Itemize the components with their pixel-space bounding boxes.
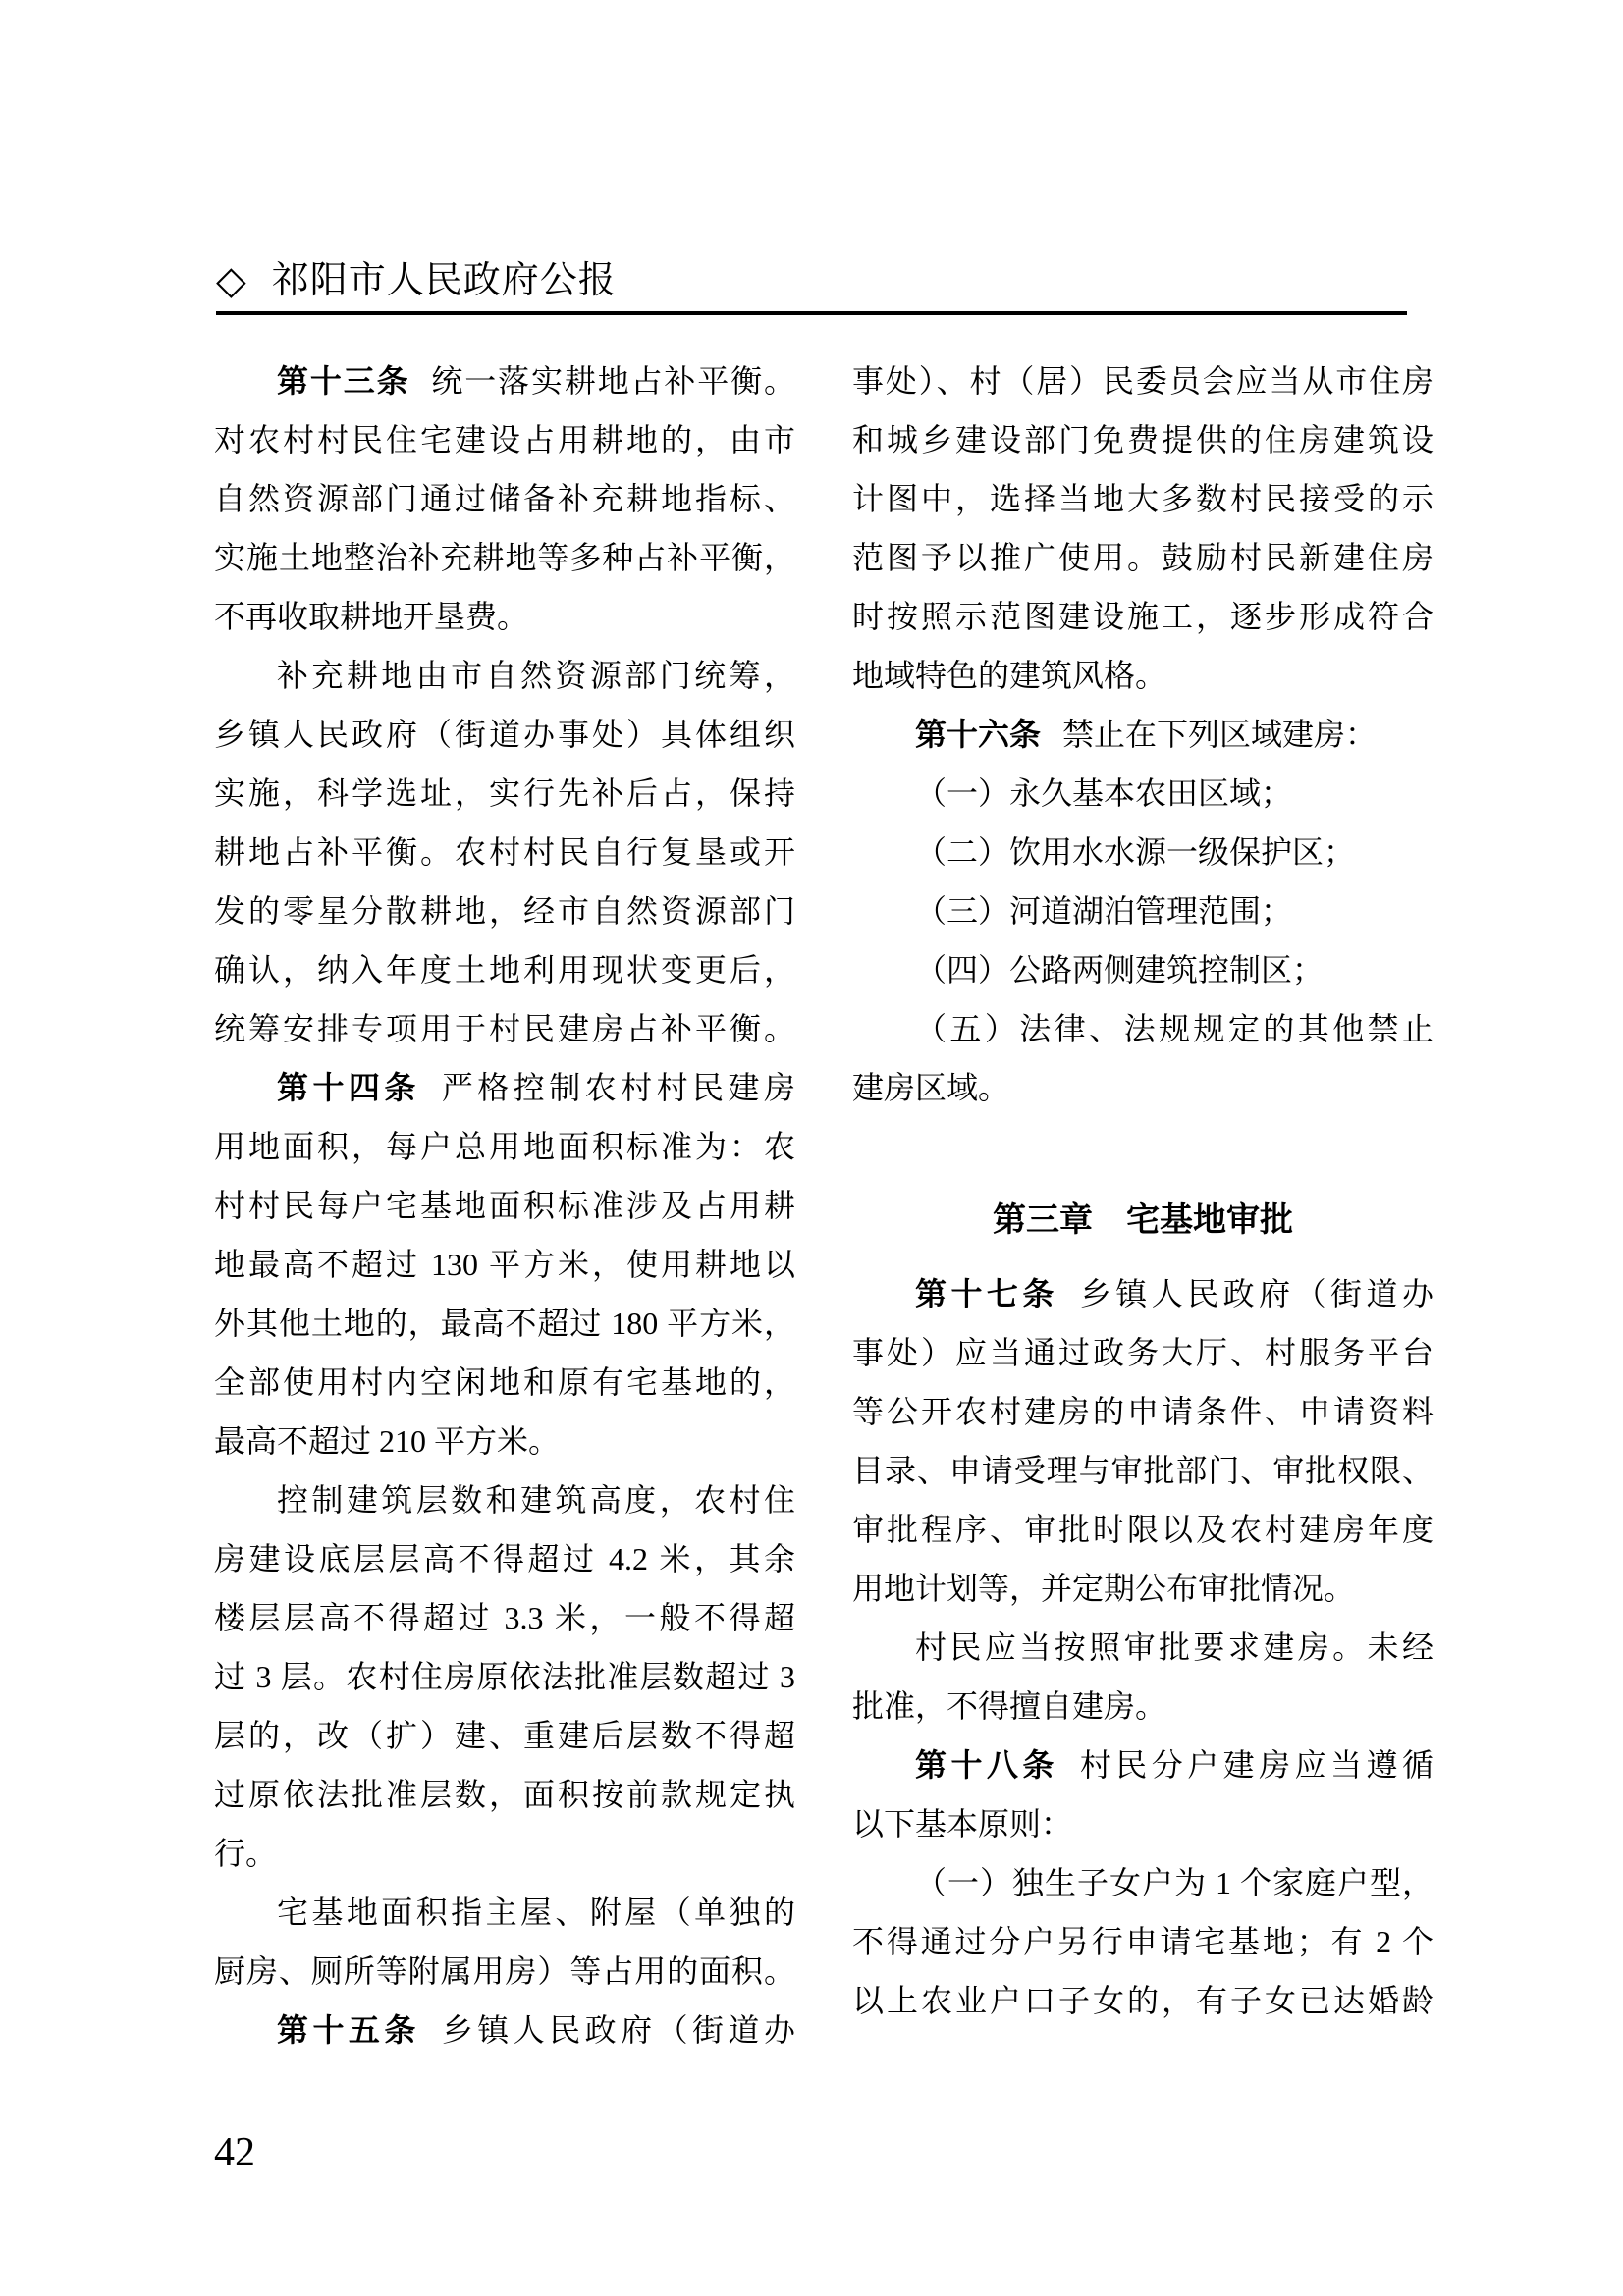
text-line: [214, 1235, 795, 1294]
text-line: [214, 940, 795, 999]
line-text: 事处）、村（居）民委员会应当从市住房: [852, 363, 1434, 399]
text-line: [214, 1706, 795, 1765]
line-text: 层的，改（扩）建、重建后层数不得超: [214, 1718, 795, 1753]
text-line: [214, 764, 795, 823]
text-line: [852, 705, 1434, 764]
text-line: [852, 1853, 1434, 1912]
text-line: [852, 1677, 1434, 1735]
line-text: 耕地占补平衡。农村村民自行复垦或开: [214, 834, 795, 870]
text-line: [852, 646, 1434, 705]
line-text: （一）独生子女户为 1 个家庭户型，: [915, 1865, 1434, 1900]
text-line: [852, 823, 1434, 881]
line-text: 房建设底层层高不得超过 4.2 米，其余: [214, 1541, 795, 1576]
line-text: 乡镇人民政府（街道办: [441, 2012, 795, 2048]
text-line: [852, 1382, 1434, 1441]
text-line: [214, 881, 795, 940]
text-line: [852, 999, 1434, 1058]
line-text: 村民分户建房应当遵循: [1079, 1747, 1434, 1783]
text-line: [214, 469, 795, 528]
line-text: 事处）应当通过政务大厅、村服务平台: [852, 1335, 1434, 1370]
text-line: [214, 1058, 795, 1117]
text-line: [852, 1323, 1434, 1382]
line-text: 地最高不超过 130 平方米，使用耕地以: [214, 1247, 795, 1282]
text-line: [214, 1470, 795, 1529]
line-text: 严格控制农村村民建房: [441, 1070, 795, 1105]
line-text: 过 3 层。农村住房原依法批准层数超过 3: [214, 1659, 795, 1694]
line-text: 乡镇人民政府（街道办: [1079, 1276, 1434, 1311]
line-text: 统筹安排专项用于村民建房占补平衡。: [214, 1011, 795, 1046]
line-text: 最高不超过 210 平方米。: [214, 1423, 561, 1459]
text-line: [852, 1559, 1434, 1618]
text-line: [852, 764, 1434, 823]
text-line: [852, 1794, 1434, 1853]
line-text: 村村民每户宅基地面积标准涉及占用耕: [214, 1188, 795, 1223]
line-text: 范图予以推广使用。鼓励村民新建住房: [852, 540, 1434, 575]
text-line: [852, 1441, 1434, 1500]
line-text: 外其他土地的，最高不超过 180 平方米，: [214, 1306, 795, 1341]
article-number: 第十四条: [277, 1070, 420, 1105]
line-text: 全部使用村内空闲地和原有宅基地的，: [214, 1364, 795, 1400]
line-text: 自然资源部门通过储备补充耕地指标、: [214, 481, 795, 516]
text-line: [852, 881, 1434, 940]
text-line: [214, 1529, 795, 1588]
line-text: 以上农业户口子女的，有子女已达婚龄: [852, 1983, 1434, 2018]
article-number: 第十八条: [915, 1747, 1058, 1783]
text-line: [852, 1971, 1434, 2030]
text-line: [214, 2001, 795, 2059]
text-line: [214, 999, 795, 1058]
chapter-heading: 第三章 宅基地审批: [993, 1201, 1293, 1239]
text-line: [214, 1883, 795, 1942]
line-text: （三）河道湖泊管理范围；: [915, 893, 1293, 929]
text-line: [214, 351, 795, 410]
text-line: [852, 351, 1434, 410]
line-text: 不得通过分户另行申请宅基地；有 2 个: [852, 1924, 1434, 1959]
text-line: [852, 1618, 1434, 1677]
line-text: 确认，纳入年度土地利用现状变更后，: [214, 952, 795, 988]
text-line: [214, 1588, 795, 1647]
text-line: [852, 469, 1434, 528]
text-line: [214, 1647, 795, 1706]
line-text: 实施土地整治补充耕地等多种占补平衡，: [214, 540, 795, 575]
text-line: [852, 1264, 1434, 1323]
text-line: [214, 823, 795, 881]
text-line: [852, 1500, 1434, 1559]
line-text: 控制建筑层数和建筑高度，农村住: [277, 1482, 795, 1518]
text-line: [214, 1353, 795, 1412]
line-text: 统一落实耕地占补平衡。: [431, 363, 795, 399]
line-text: 补充耕地由市自然资源部门统筹，: [277, 658, 795, 693]
line-text: 建房区域。: [852, 1070, 1010, 1105]
line-text: 审批程序、审批时限以及农村建房年度: [852, 1512, 1434, 1547]
line-text: 用地面积，每户总用地面积标准为：农: [214, 1129, 795, 1164]
line-text: 批准，不得擅自建房。: [852, 1688, 1167, 1724]
text-line: [852, 1735, 1434, 1794]
line-text: 时按照示范图建设施工，逐步形成符合: [852, 599, 1434, 634]
line-text: （五）法律、法规规定的其他禁止: [915, 1011, 1434, 1046]
text-line: [852, 528, 1434, 587]
line-text: 以下基本原则：: [852, 1806, 1073, 1842]
text-line: [852, 1058, 1434, 1117]
header-rule: [216, 311, 1407, 315]
page-header-title: 祁阳市人民政府公报: [271, 260, 617, 301]
line-text: 楼层层高不得超过 3.3 米，一般不得超: [214, 1600, 795, 1635]
document-body: [214, 351, 1434, 2059]
line-text: （二）饮用水水源一级保护区；: [915, 834, 1356, 870]
page-header: [216, 253, 617, 308]
text-line: [214, 1176, 795, 1235]
text-line: [214, 1117, 795, 1176]
text-line: [852, 410, 1434, 469]
line-text: 地域特色的建筑风格。: [852, 658, 1167, 693]
line-text: 行。: [214, 1836, 278, 1871]
right-column: [852, 351, 1434, 2059]
line-text: 对农村村民住宅建设占用耕地的，由市: [214, 422, 795, 457]
line-text: （一）永久基本农田区域；: [915, 775, 1293, 811]
text-line: [214, 410, 795, 469]
text-line: [214, 705, 795, 764]
line-text: 用地计划等，并定期公布审批情况。: [852, 1571, 1356, 1606]
line-text: 和城乡建设部门免费提供的住房建筑设: [852, 422, 1434, 457]
line-text: 禁止在下列区域建房：: [1062, 717, 1378, 752]
line-text: 不再收取耕地开垦费。: [214, 599, 529, 634]
line-text: 乡镇人民政府（街道办事处）具体组织: [214, 717, 795, 752]
text-line: [214, 1942, 795, 2001]
article-number: 第十五条: [277, 2012, 420, 2048]
line-text: 过原依法批准层数，面积按前款规定执: [214, 1777, 795, 1812]
text-line: [852, 587, 1434, 646]
line-text: 等公开农村建房的申请条件、申请资料: [852, 1394, 1434, 1429]
line-text: 目录、申请受理与审批部门、审批权限、: [852, 1453, 1434, 1488]
line-text: 村民应当按照审批要求建房。未经: [915, 1629, 1434, 1665]
article-number: 第十七条: [915, 1276, 1058, 1311]
line-text: 发的零星分散耕地，经市自然资源部门: [214, 893, 795, 929]
article-number: 第十三条: [277, 363, 410, 399]
text-line: [214, 1294, 795, 1353]
text-line: [852, 940, 1434, 999]
text-line: [214, 528, 795, 587]
text-line: [214, 1412, 795, 1470]
page-number: 42: [214, 2130, 255, 2175]
line-text: 计图中，选择当地大多数村民接受的示: [852, 481, 1434, 516]
line-text: （四）公路两侧建筑控制区；: [915, 952, 1325, 988]
line-text: 实施，科学选址，实行先补后占，保持: [214, 775, 795, 811]
line-text: 厨房、厕所等附属用房）等占用的面积。: [214, 1953, 795, 1989]
text-line: [214, 646, 795, 705]
line-text: 宅基地面积指主屋、附屋（单独的: [277, 1895, 795, 1930]
text-line: [852, 1912, 1434, 1971]
left-column: [214, 351, 795, 2059]
text-line: [214, 1765, 795, 1824]
blank-line: [852, 1117, 1434, 1176]
article-number: 第十六条: [915, 717, 1042, 752]
diamond-icon: ◇: [216, 258, 246, 303]
text-line: [214, 1824, 795, 1883]
text-line: [214, 587, 795, 646]
